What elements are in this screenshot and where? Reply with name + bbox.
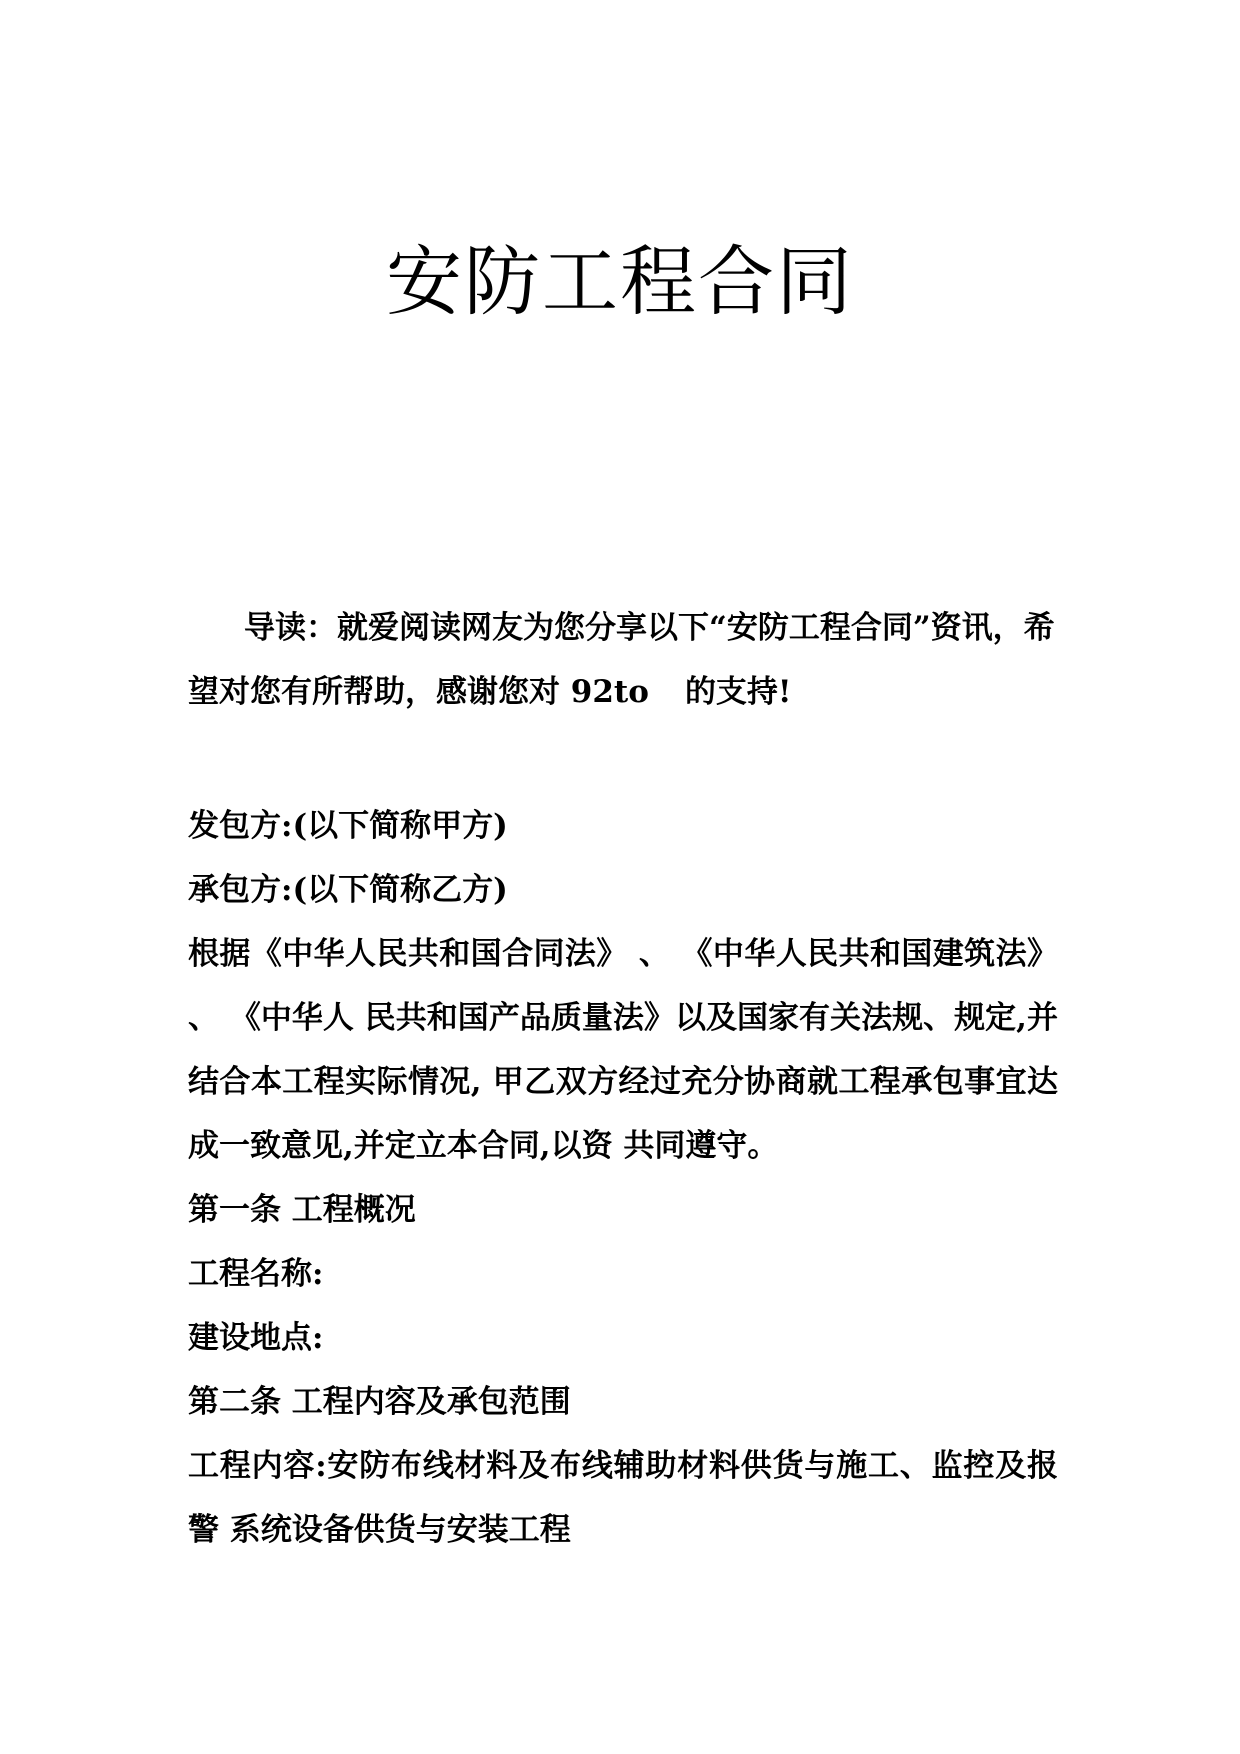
party-b-line: 承包方:(以下简称乙方) <box>188 872 508 908</box>
site-label: 建设地点: <box>188 1320 324 1356</box>
article-2-heading: 第二条 工程内容及承包范围 <box>188 1384 571 1420</box>
intro-paragraph <box>188 596 1058 724</box>
intro-text: 导读：就爱阅读网友为您分享以下“安防工程合同”资讯，希望对您有所帮助，感谢您对 92to <box>188 610 1055 710</box>
intro-text-end: 的支持! <box>684 674 792 710</box>
contract-body <box>188 794 1058 1562</box>
basis-paragraph: 根据《中华人民共和国合同法》 、 《中华人民共和国建筑法》 、 《中华人 民共和国产品质量法》以及国家有关法规、规定,并结合本工程实际情况, 甲乙双方经过充分协商就工程承包事宜达成一致意见,并定立本合同,以资 共同遵守。 <box>188 936 1058 1164</box>
scope-paragraph: 工程内容:安防布线材料及布线辅助材料供货与施工、监控及报警 系统设备供货与安装工程 <box>188 1448 1058 1548</box>
project-name-label: 工程名称: <box>188 1256 324 1292</box>
document-title: 安防工程合同 <box>386 237 854 326</box>
party-a-line: 发包方:(以下简称甲方) <box>188 808 508 844</box>
article-1-heading: 第一条 工程概况 <box>188 1192 416 1228</box>
